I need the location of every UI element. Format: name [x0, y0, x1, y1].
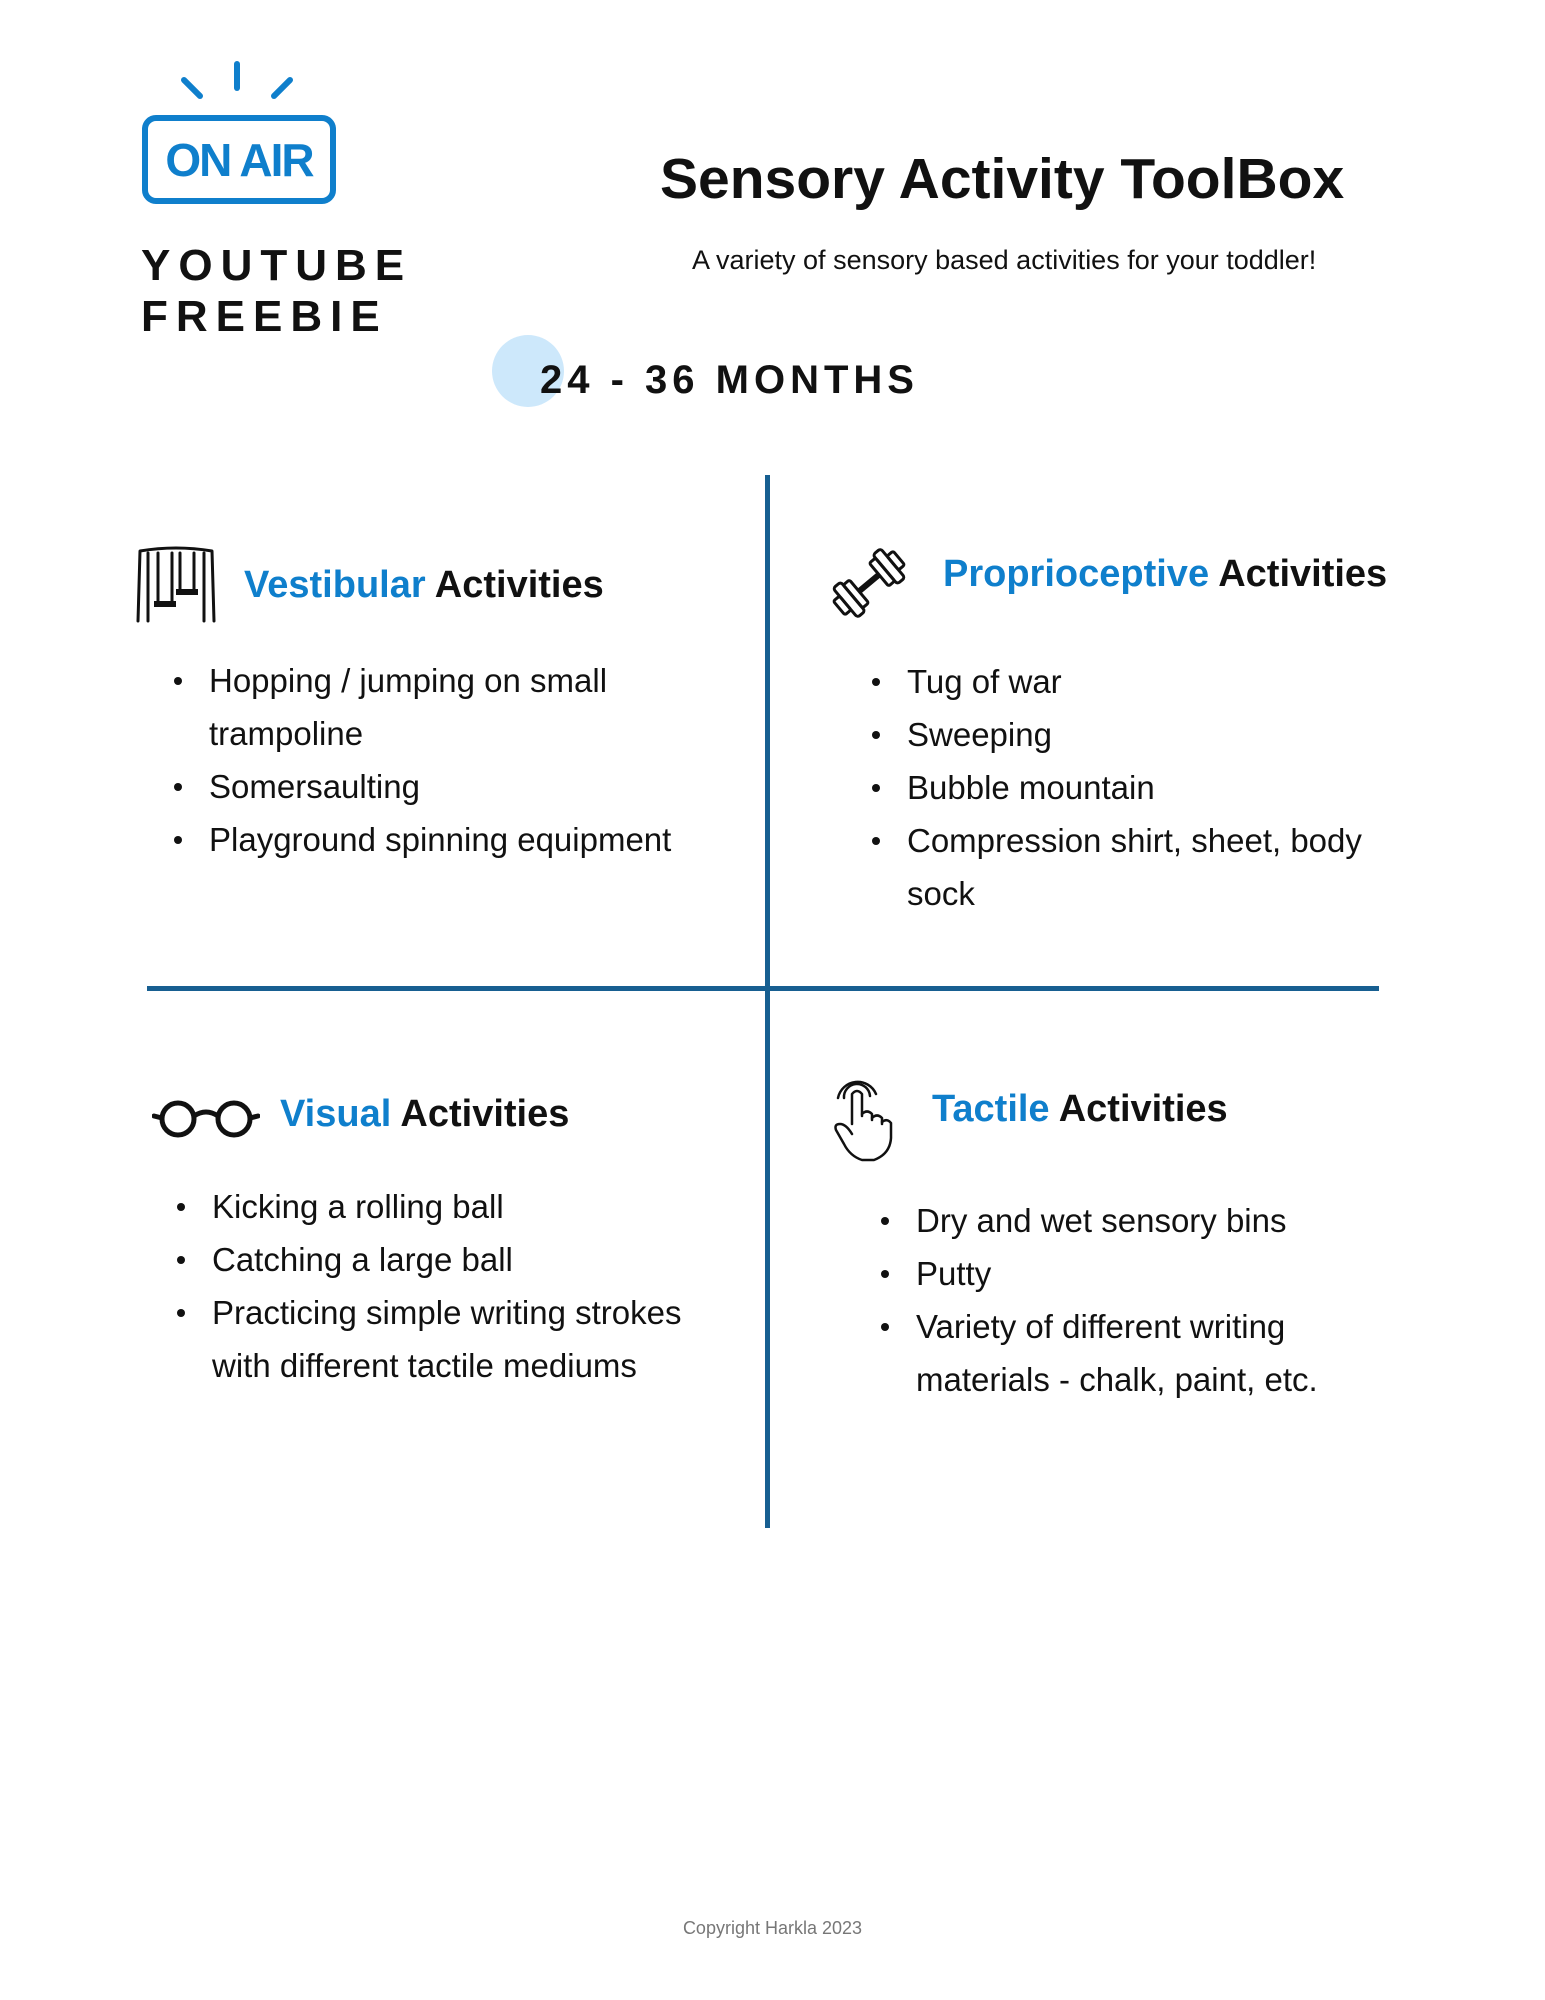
vertical-divider	[765, 475, 770, 1528]
list-item: Bubble mountain	[872, 761, 1392, 814]
tactile-list	[881, 1194, 1391, 1406]
section-rest: Activities	[1058, 1088, 1228, 1130]
list-item: Practicing simple writing strokes with different tactile mediums	[177, 1286, 717, 1392]
page-subtitle: A variety of sensory based activities for your toddler!	[692, 245, 1317, 275]
section-rest: Activities	[1218, 553, 1388, 595]
section-accent: Proprioceptive	[943, 553, 1210, 595]
list-item: Sweeping	[872, 708, 1392, 761]
glasses-icon	[152, 1098, 260, 1140]
broadcast-rays-icon	[172, 60, 302, 106]
tag-line-2: FREEBIE	[141, 292, 388, 341]
tag-line-1: YOUTUBE	[141, 241, 413, 290]
page-title: Sensory Activity ToolBox	[660, 147, 1345, 211]
list-item: Somersaulting	[174, 760, 694, 813]
section-title-vestibular	[244, 564, 604, 607]
horizontal-divider	[147, 986, 1379, 991]
list-item: Variety of different writing materials - chalk, paint, etc.	[881, 1300, 1391, 1406]
list-item: Playground spinning equipment	[174, 813, 694, 866]
visual-list	[177, 1180, 717, 1392]
list-item: Tug of war	[872, 655, 1392, 708]
section-rest: Activities	[400, 1093, 570, 1135]
list-item: Catching a large ball	[177, 1233, 717, 1286]
youtube-freebie-tag	[141, 240, 412, 342]
on-air-label: ON AIR	[165, 133, 313, 186]
list-item: Hopping / jumping on small trampoline	[174, 654, 694, 760]
section-rest: Activities	[434, 564, 604, 606]
list-item: Kicking a rolling ball	[177, 1180, 717, 1233]
section-title-proprioceptive	[943, 553, 1387, 596]
swing-set-icon	[132, 545, 220, 623]
section-accent: Tactile	[932, 1088, 1050, 1130]
section-title-visual	[280, 1093, 569, 1136]
age-range: 24 - 36 MONTHS	[540, 358, 919, 402]
copyright-text: Copyright Harkla 2023	[682, 1918, 863, 1938]
dumbbell-icon	[826, 540, 912, 626]
list-item: Dry and wet sensory bins	[881, 1194, 1391, 1247]
section-accent: Visual	[280, 1093, 392, 1135]
on-air-badge	[142, 115, 336, 204]
section-accent: Vestibular	[244, 564, 426, 606]
list-item: Compression shirt, sheet, body sock	[872, 814, 1392, 920]
proprioceptive-list	[872, 655, 1392, 920]
list-item: Putty	[881, 1247, 1391, 1300]
vestibular-list	[174, 654, 694, 866]
touch-hand-icon	[830, 1072, 894, 1164]
section-title-tactile	[932, 1088, 1228, 1131]
